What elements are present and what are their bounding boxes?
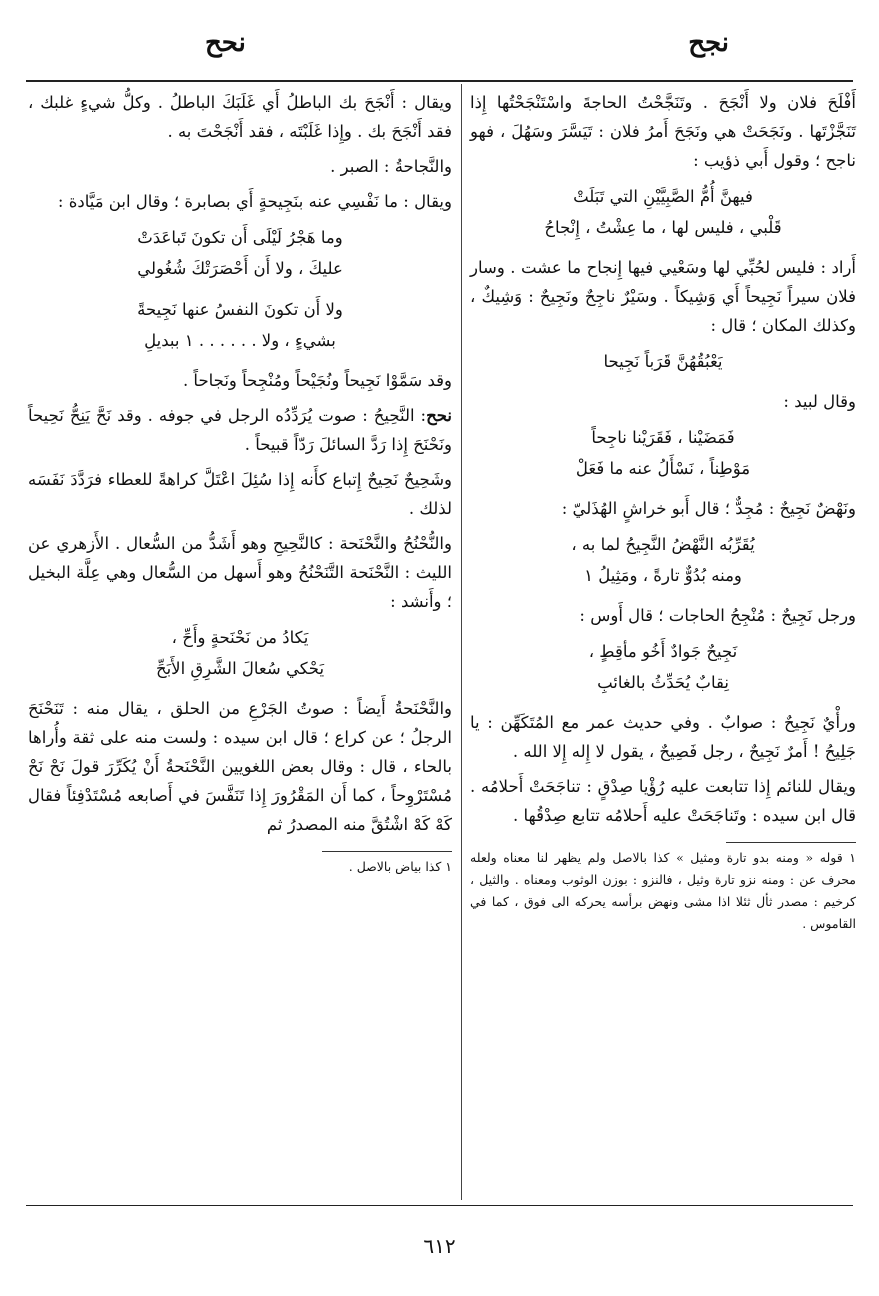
verse-line: يُقَرِّبُه النَّهْضُ النَّجِيحُ لما به ، xyxy=(571,535,755,554)
verse-line: قَلْبي ، فليس لها ، ما عِشْتُ ، إِنْجاحُ xyxy=(544,218,782,237)
verse-line: فيهنَّ أُمُّ الصَّبِيَّيْنِ التي تَبَلَتْ xyxy=(573,187,753,206)
paragraph: والنَّحْنَحةُ أَيضاً : صوتُ الجَرْعِ من الحلق ، يقال منه : تَنَحْنَحَ الرجلُ ؛ عن كراع ؛ قال ابن سيده : ولست منه على ثقة وأُراها بالحاء ، قال : وقال بعض اللغويين النَّحْنَحةُ أَنْ يُكَرِّرَ قولَ نَحْ نَحْ مُسْتَرْوِحاً ، كما أَن المَقْرُورَ إِذا تَنَفَّسَ في أَصابعه مُسْتَدْفِئاً فقال كَهْ كَهْ اشْتُقَّ منه المصدرُ ثم xyxy=(28,699,452,834)
verse xyxy=(28,622,452,684)
verse-line: عليكَ ، ولا أَن أَحْصَرَتْكَ شُغُولي xyxy=(137,259,343,278)
verse xyxy=(470,529,856,591)
verse-line: يَحْكي سُعالَ الشَّرِقِ الأَبَحِّ xyxy=(155,659,325,678)
verse xyxy=(28,222,452,284)
page-number: ٦١٢ xyxy=(423,1234,456,1258)
column-divider xyxy=(461,84,462,1200)
footnote-separator xyxy=(726,842,856,843)
verse xyxy=(470,636,856,698)
paragraph: أَفْلَحَ فلان ولا أَنْجَحَ . وتَنَجَّحْتُ الحاجةَ واسْتَنْجَحْتُها إِذا تَنَجَّزْتَها . ونَجَحَتْ هي ونَجَحَ أَمرُ فلان : تَيَسَّرَ وسَهُلَ ، فهو ناجح ؛ وقول أَبي ذؤيب : xyxy=(470,93,856,170)
paragraph: ويقال : ما نَفْسِي عنه بنَجِيحةٍ أَي بصابرة ؛ وقال ابن مَيَّادة : xyxy=(57,192,452,211)
verse-line: يَعْبُقُهُنَّ قَرَباً نَجِيحا xyxy=(603,352,723,371)
footnote: ١ قوله « ومنه بدو تارة ومثيل » كذا بالاصل ولم يظهر لنا معناه ولعله محرف عن : ومنه نزو تارة وثيل ، فالنزو : بوزن الوثوب ومعناه . والثيل ، كرخيم : مصدر ثأل ثئلا اذا مشى ونهض برأسه يحركه الى فوق ، كما في القاموس . xyxy=(470,850,856,931)
paragraph: ورأْيٌ نَجِيحٌ : صوابٌ . وفي حديث عمر مع المُتَكَهِّن : يا جَلِيحُ ! أَمرٌ نَجِيحٌ ، رجل فَصِيحٌ ، يقول لا إِله إِلا الله . xyxy=(470,713,856,761)
paragraph: وشَحِيحٌ نَحِيحٌ إِتباع كأَنه إِذا سُئِلَ اعْتَلَّ كراهةً للعطاء فرَدَّدَ نَفَسَه لذلك . xyxy=(28,470,452,518)
verse xyxy=(470,422,856,484)
paragraph: والنَّجاحةُ : الصبر . xyxy=(330,157,452,176)
top-rule xyxy=(26,80,853,82)
verse xyxy=(470,181,856,243)
verse xyxy=(470,346,856,377)
verse xyxy=(28,294,452,356)
verse-line: نِقابٌ يُحَدِّثُ بالغائبِ xyxy=(597,673,729,692)
verse-line: وما هَجْرُ لَيْلَى أَن تكونَ تَباعَدَتْ xyxy=(137,228,343,247)
bottom-rule xyxy=(26,1205,853,1206)
paragraph: ورجل نَجِيحٌ : مُنْجِحُ الحاجات ؛ قال أَوس : xyxy=(579,606,856,625)
footnote: ١ كذا بياض بالاصل . xyxy=(348,859,452,874)
left-column xyxy=(28,88,452,878)
verse-line: ولا أَن تكونَ النفسُ عنها نَجِيحةً xyxy=(137,300,343,319)
verse-line: نَجِيحٌ جَوادٌ أَخُو مأقِطٍ ، xyxy=(588,642,738,661)
verse-line: بشيءٍ ، ولا . . . . . . ١ ببديلِ xyxy=(144,331,336,350)
verse-line: مَوْطِناً ، نَسْأَلُ عنه ما فَعَلْ xyxy=(575,459,751,478)
paragraph: وقد سَمَّوْا نَجِيحاً ونُجَيْحاً ومُنْجِحاً ونَجاحاً . xyxy=(182,371,452,390)
paragraph: ونَهْضٌ نَجِيحٌ : مُجِدٌّ ؛ قال أَبو خراشٍ الهُذَليّ : xyxy=(561,499,856,518)
entry-headword: نحح xyxy=(426,406,452,425)
verse-line: فَمَضَيْنا ، فَقَرَيْنا ناجِحاً xyxy=(591,428,735,447)
verse-line: يَكادُ من نَحْنَحةٍ وأَحِّ ، xyxy=(171,628,309,647)
footnote-separator xyxy=(322,851,452,852)
header-word-left: نحح xyxy=(205,28,246,58)
paragraph: أَراد : فليس لحُبِّي لها وسَعْيي فيها إِنجاح ما عشت . وسار فلان سيراً نَجِيحاً أَي وَشِيكاً . وسَيْرٌ ناجِحٌ ونَجِيحٌ : وَشِيكٌ ، وكذلك المكان ؛ قال : xyxy=(470,258,856,335)
paragraph: ويقال : أَنْجَحَ بك الباطلُ أَي غَلَبَكَ الباطلُ . وكلُّ شيءٍ غلبك ، فقد أَنْجَحَ بك . وإِذا غَلَبْتَه ، فقد أَنْجَحْتَ به . xyxy=(28,93,452,141)
paragraph: وقال لبيد : xyxy=(783,392,856,411)
header-word-right: نجح xyxy=(688,28,729,58)
verse-line: ومنه بُدُوٌّ تارةً ، ومَثِيلُ ١ xyxy=(584,566,742,585)
paragraph: ويقال للنائم إِذا تتابعت عليه رُؤْيا صِدْقٍ : تناجَحَتْ أَحلامُه . قال ابن سيده : وتَناجَحَتْ عليه أَحلامُه تتابع صِدْقُها . xyxy=(470,777,856,825)
paragraph: والنُّحْنُحُ والنَّحْنَحة : كالنَّحِيحِ وهو أَشَدُّ من السُّعال . الأَزهري عن الليث : النَّحْنَحة التَّنَحْنُحُ وهو أَسهل من السُّعال وهي عِلَّة البخيل ؛ وأَنشد : xyxy=(28,534,452,611)
entry-paragraph xyxy=(28,401,452,459)
entry-text: : النَّحِيحُ : صوت يُرَدِّدُه الرجل في جوفه . وقد نَحَّ يَنِحُّ نَحِيحاً ونَحْنَحَ إِذا رَدَّ السائلَ رَدّاً قبيحاً . xyxy=(28,406,452,454)
right-column xyxy=(470,88,856,935)
